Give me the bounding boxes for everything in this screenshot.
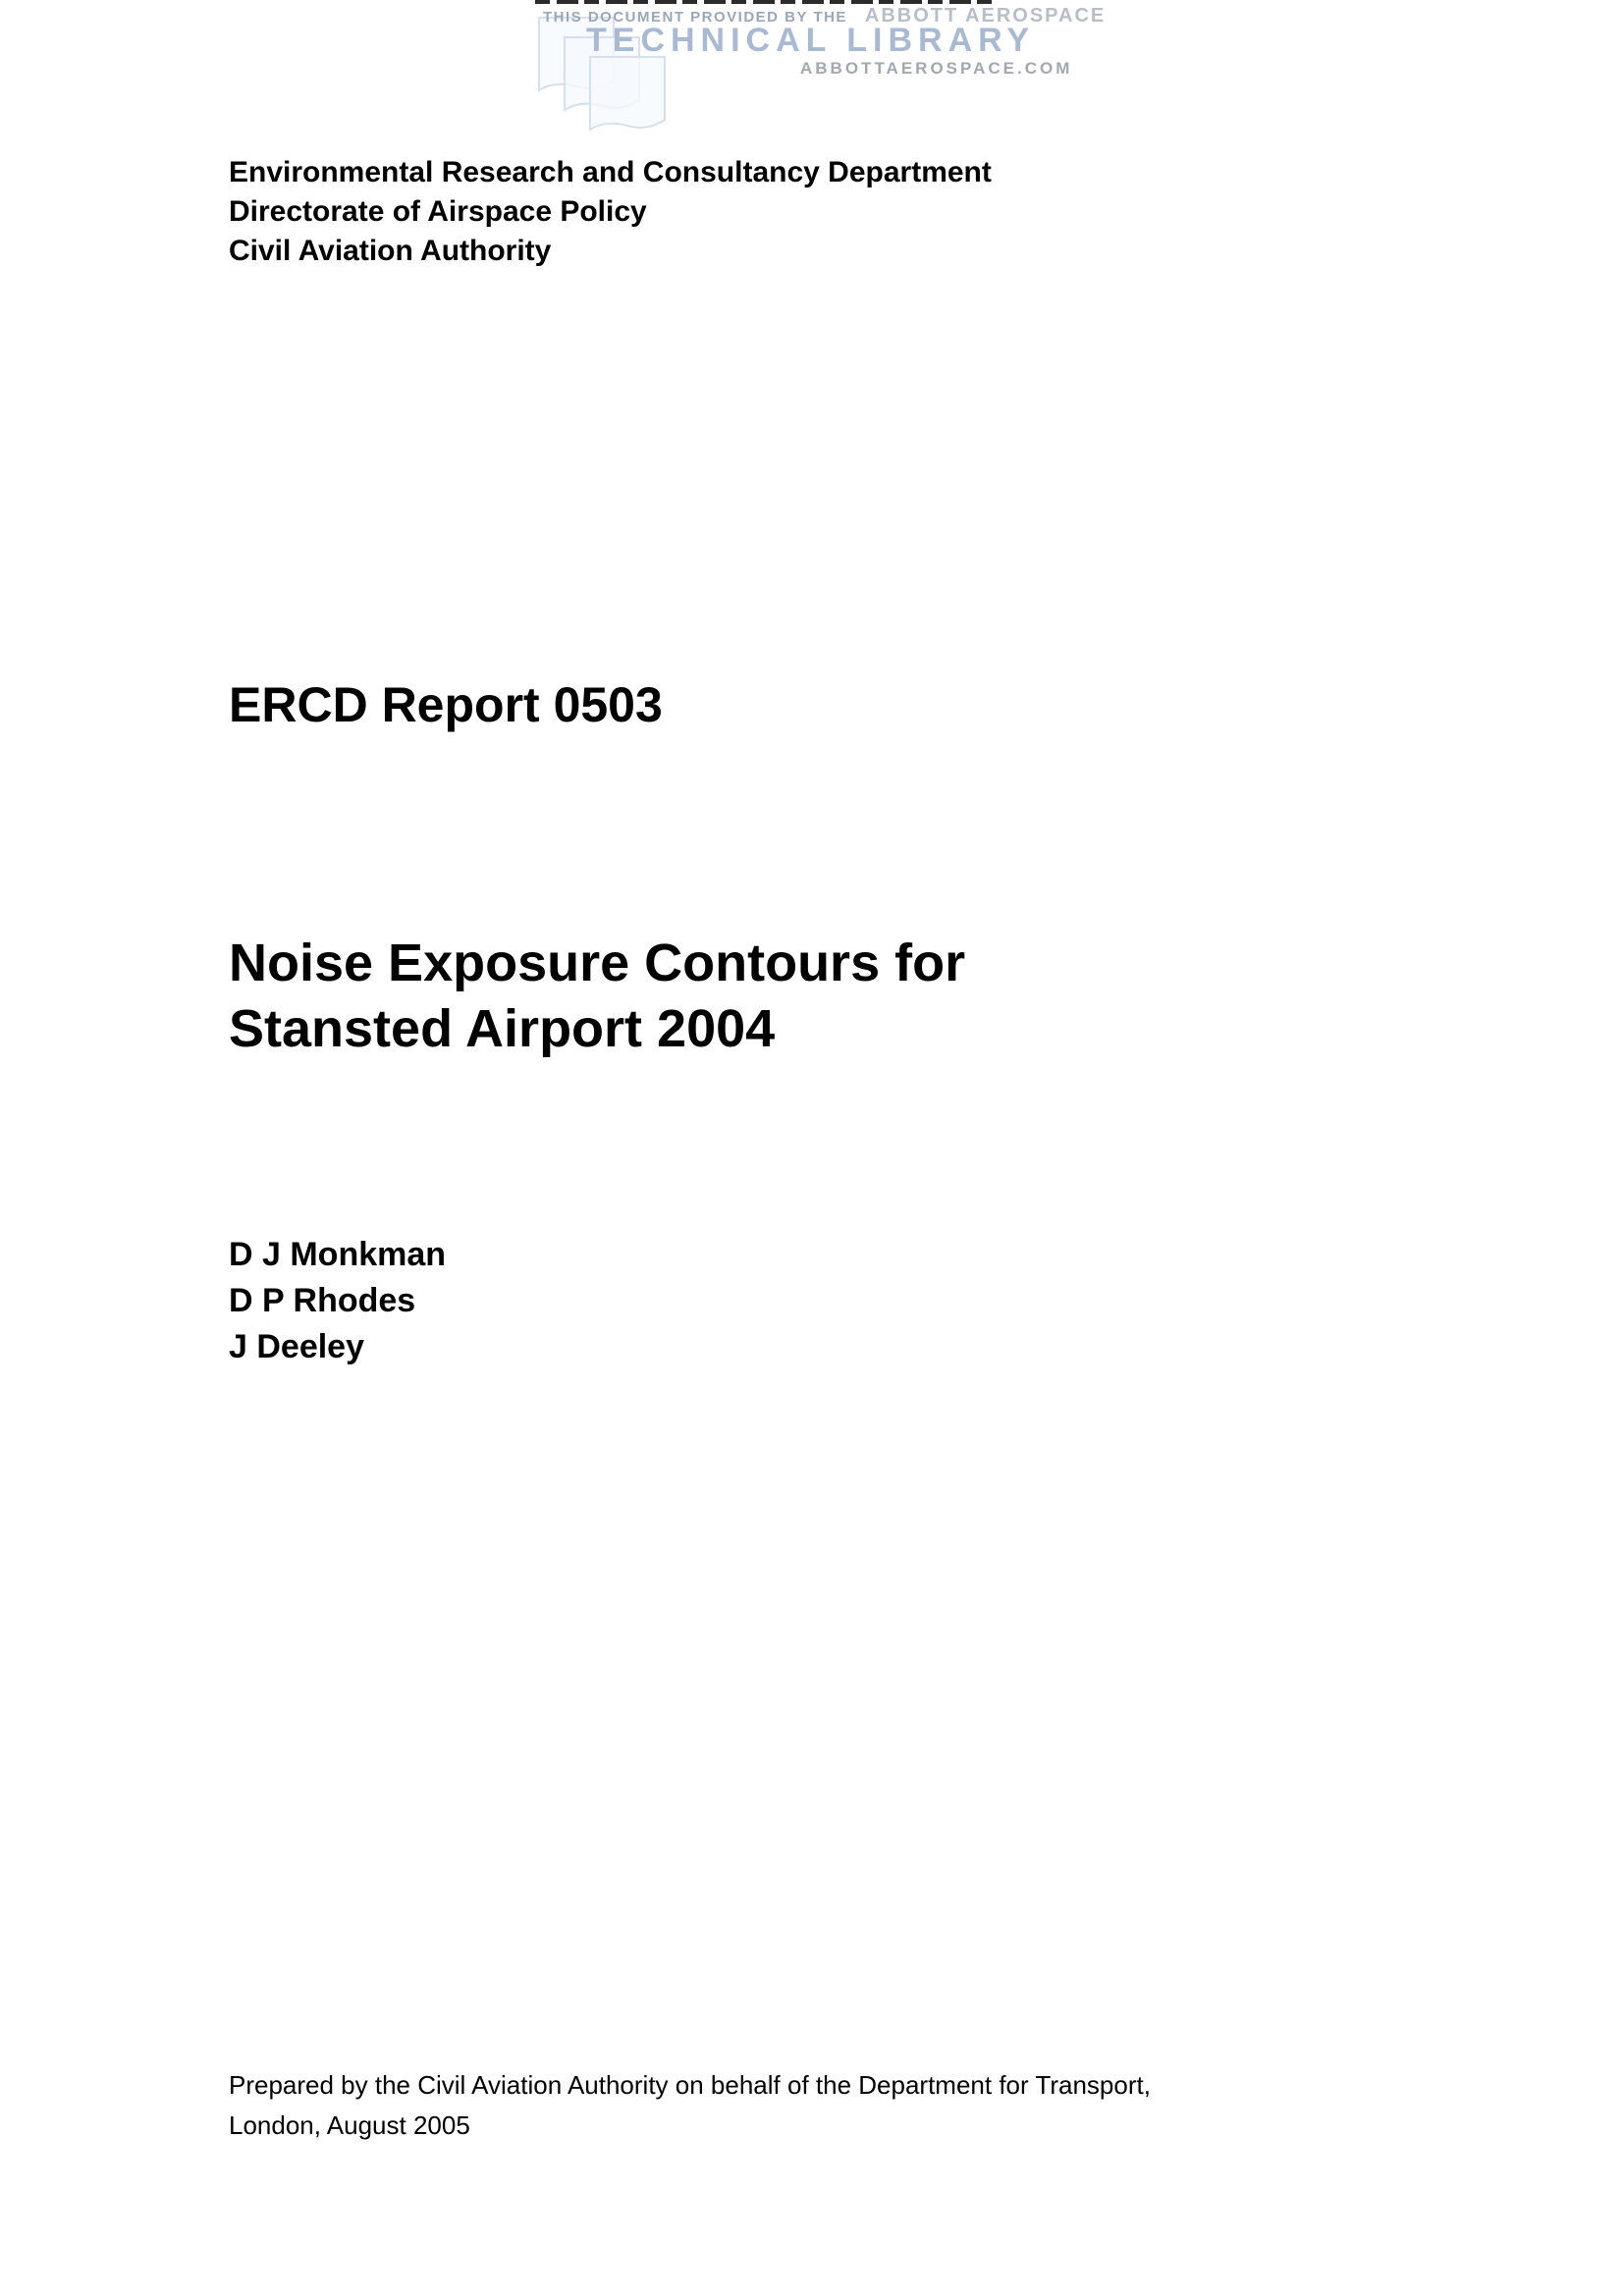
department-line: Environmental Research and Consultancy Department xyxy=(229,156,992,188)
report-title-line-2: Stansted Airport 2004 xyxy=(229,999,776,1058)
report-title-line-1: Noise Exposure Contours for xyxy=(229,934,966,992)
technical-library-wordmark: TECHNICAL LIBRARY xyxy=(586,22,1036,59)
provided-by-text: THIS DOCUMENT PROVIDED BY THE xyxy=(543,9,847,26)
imprint-line-2: London, August 2005 xyxy=(229,2110,470,2140)
directorate-line: Directorate of Airspace Policy xyxy=(229,195,647,228)
abbottaerospace-url: ABBOTTAEROSPACE.COM xyxy=(800,59,1073,78)
author-name: D J Monkman xyxy=(229,1236,447,1273)
report-number-heading: ERCD Report 0503 xyxy=(229,677,663,732)
imprint-block xyxy=(229,2065,1151,2146)
authors-block xyxy=(229,1232,446,1370)
imprint-line-1: Prepared by the Civil Aviation Authority on behalf of the Department for Transport, xyxy=(229,2070,1151,2100)
author-name: J Deeley xyxy=(229,1328,364,1365)
report-title-heading xyxy=(229,931,965,1062)
issuing-organisation-block xyxy=(229,153,992,271)
cropped-text-dashes xyxy=(535,0,993,4)
authority-line: Civil Aviation Authority xyxy=(229,235,552,267)
author-name: D P Rhodes xyxy=(229,1282,416,1319)
abbott-aerospace-brand: ABBOTT AEROSPACE xyxy=(864,5,1107,27)
